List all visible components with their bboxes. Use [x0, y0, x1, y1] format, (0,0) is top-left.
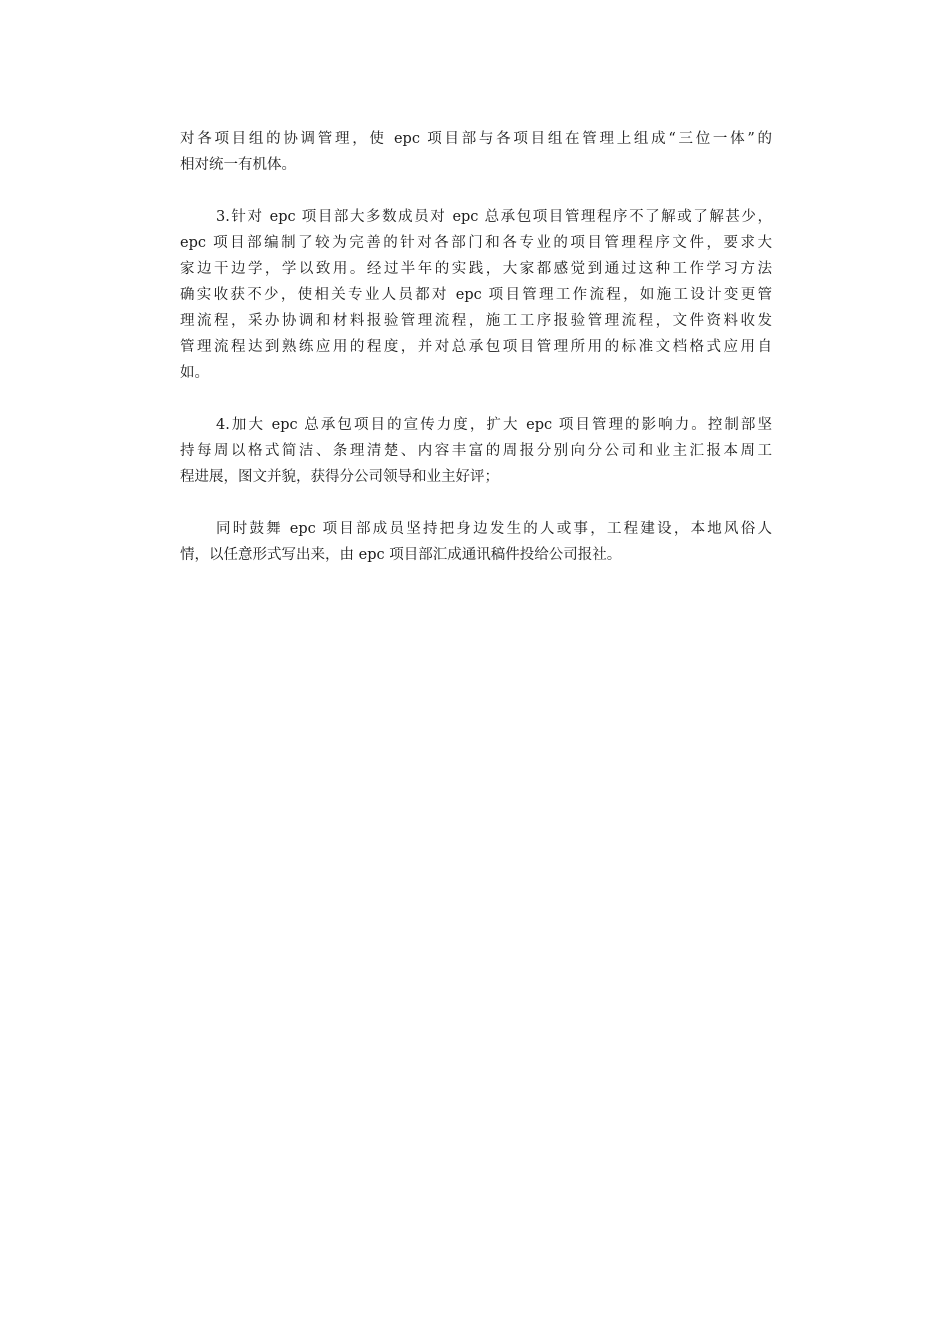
paragraph-gap [180, 490, 772, 516]
paragraph-gap [180, 178, 772, 204]
paragraph-2 [180, 204, 772, 386]
paragraph-line: 家边干边学，学以致用。经过半年的实践，大家都感觉到通过这种工作学习方法 [180, 261, 772, 277]
paragraph-line: 管理流程达到熟练应用的程度，并对总承包项目管理所用的标准文档格式应用自 [180, 339, 772, 355]
paragraph-gap [180, 386, 772, 412]
paragraph-line: 持每周以格式简洁、条理清楚、内容丰富的周报分别向分公司和业主汇报本周工 [180, 443, 772, 459]
paragraph-line: 对各项目组的协调管理，使 epc 项目部与各项目组在管理上组成“三位一体”的 [180, 131, 772, 147]
paragraph-line: 确实收获不少，使相关专业人员都对 epc 项目管理工作流程，如施工设计变更管 [180, 287, 772, 303]
paragraph-line: 如。 [180, 365, 209, 381]
paragraph-line: 4.加大 epc 总承包项目的宣传力度，扩大 epc 项目管理的影响力。控制部坚 [216, 417, 772, 433]
paragraph-3 [180, 412, 772, 490]
paragraph-1 [180, 126, 772, 178]
paragraph-line: 同时鼓舞 epc 项目部成员坚持把身边发生的人或事，工程建设，本地风俗人 [216, 521, 772, 537]
paragraph-line: 程进展，图文并貌，获得分公司领导和业主好评； [180, 469, 499, 485]
paragraph-line: epc 项目部编制了较为完善的针对各部门和各专业的项目管理程序文件，要求大 [180, 235, 772, 251]
paragraph-line: 情，以任意形式写出来，由 epc 项目部汇成通讯稿件投给公司报社。 [180, 547, 622, 563]
paragraph-line: 理流程，采办协调和材料报验管理流程，施工工序报验管理流程，文件资料收发 [180, 313, 772, 329]
paragraph-4 [180, 516, 772, 568]
document-body [180, 126, 772, 568]
paragraph-line: 相对统一有机体。 [180, 157, 296, 173]
paragraph-line: 3.针对 epc 项目部大多数成员对 epc 总承包项目管理程序不了解或了解甚少， [216, 209, 772, 225]
